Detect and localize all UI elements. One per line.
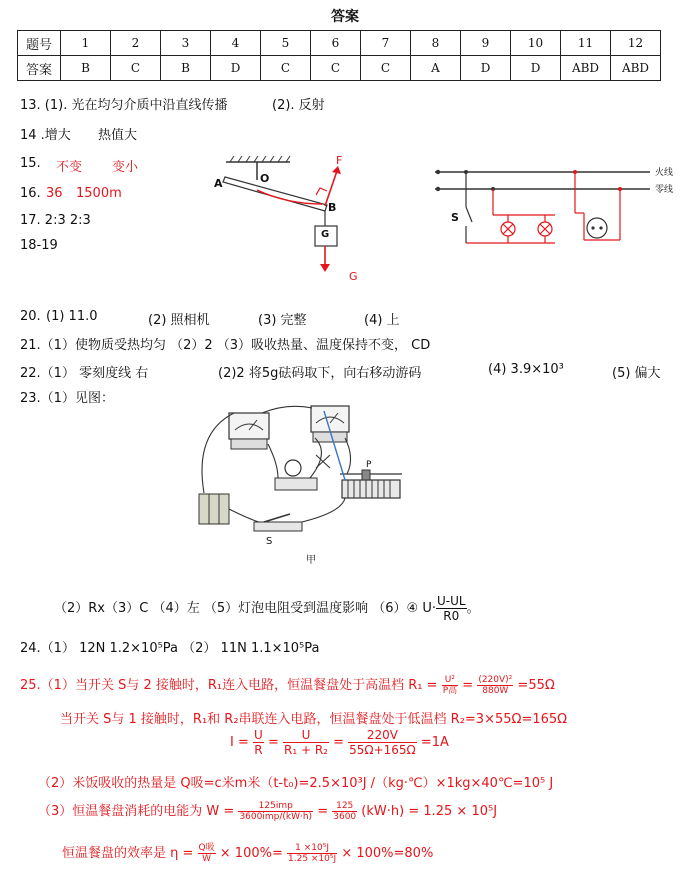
label-b: B — [328, 201, 337, 214]
q22-part4: (4) 3.9×10³ — [488, 362, 564, 377]
fraction — [348, 728, 417, 757]
label-f: F — [336, 154, 343, 167]
fraction — [477, 675, 513, 696]
switch-label: S — [451, 211, 459, 224]
q23-fraction — [436, 594, 467, 623]
r1-label: R₁ = — [408, 678, 438, 693]
q20-part4: (4) 上 — [364, 313, 400, 328]
answer-cell: D — [511, 56, 561, 81]
multiply: × 100%= — [219, 846, 283, 861]
q25-line3 — [230, 728, 449, 757]
q16-answer-a: 36 — [46, 186, 63, 201]
question-number: 4 — [211, 31, 261, 56]
answer-cell: D — [211, 56, 261, 81]
page-title: 答案 — [331, 9, 359, 25]
question-number: 1 — [61, 31, 111, 56]
question-number: 9 — [461, 31, 511, 56]
current-label: I = — [230, 735, 249, 750]
label-g-box: G — [321, 229, 330, 240]
q23-text: （2）Rx（3）C （4）左 （5）灯泡电阻受到温度影响 （6）④ U· — [54, 601, 436, 616]
numerator: U² — [442, 675, 458, 686]
fraction — [238, 801, 313, 822]
q20-number: 20. — [20, 309, 41, 324]
q23-continued — [54, 594, 480, 623]
q21-answer: 21.（1）使物质受热均匀 （2）2 （3）吸收热量、温度保持不变， CD — [20, 338, 431, 353]
denominator: 3600imp/(kW·h) — [239, 812, 313, 822]
q20-part1: (1) 11.0 — [46, 309, 98, 324]
answer-cell: D — [461, 56, 511, 81]
row-header: 答案 — [18, 56, 61, 81]
q25-line1-text: 25.（1）当开关 S与 2 接触时，R₁连入电路，恒温餐盘处于高温档 — [20, 678, 405, 693]
numerator: Q吸 — [198, 843, 215, 853]
figure-caption: 甲 — [306, 555, 316, 566]
fraction — [442, 675, 458, 696]
answer-cell: B — [61, 56, 111, 81]
denominator: 880W — [482, 686, 509, 696]
q25-line4: （2）米饭吸收的热量是 Q吸=c米m米（t-t₀)=2.5×10³J /（kg·℃）×1kg×40℃=10⁵ J — [38, 776, 554, 791]
q24-answer: 24.（1） 12N 1.2×10⁵Pa （2） 11N 1.1×10⁵Pa — [20, 641, 320, 656]
q13-part2: (2). 反射 — [272, 98, 325, 113]
row-header: 题号 — [18, 31, 61, 56]
question-number: 11 — [561, 31, 611, 56]
equals: = — [267, 735, 279, 750]
rheostat-label: P — [366, 460, 372, 470]
q15-answer-b: 变小 — [112, 160, 139, 175]
denominator: R — [254, 743, 263, 757]
q17-answer: 17. 2:3 2:3 — [20, 213, 91, 228]
answer-cell: A — [411, 56, 461, 81]
q15-number: 15. — [20, 156, 41, 171]
q16-number: 16. — [20, 186, 41, 201]
numerator: 220V — [348, 728, 417, 743]
q13-answer: 13. (1). 光在均匀介质中沿直线传播 — [20, 98, 228, 113]
question-number: 3 — [161, 31, 211, 56]
answer-cell: C — [311, 56, 361, 81]
ammeter — [229, 413, 269, 449]
question-number: 7 — [361, 31, 411, 56]
denominator: 1.25 ×10⁵J — [288, 854, 337, 864]
result: =1A — [420, 735, 449, 750]
fraction-denominator: R0 — [443, 609, 460, 623]
denominator: P高 — [442, 686, 458, 696]
fraction — [253, 728, 264, 757]
switch-s — [254, 514, 302, 531]
label-o: O — [260, 172, 270, 185]
numerator: 125 — [332, 801, 357, 812]
question-number: 8 — [411, 31, 461, 56]
q22-part5: (5) 偏大 — [612, 366, 661, 381]
question-number: 10 — [511, 31, 561, 56]
fraction — [287, 843, 337, 864]
fraction-numerator: U-UL — [437, 594, 466, 608]
numerator: U — [283, 728, 329, 743]
q14-part2: 热值大 — [98, 128, 138, 143]
voltmeter — [311, 406, 349, 442]
numerator: (220V)² — [478, 675, 513, 685]
answer-cell: ABD — [611, 56, 661, 81]
equals: = — [333, 735, 345, 750]
result: × 100%=80% — [341, 846, 434, 861]
question-number: 12 — [611, 31, 661, 56]
label-g: G — [349, 270, 358, 283]
label-a: A — [214, 177, 223, 190]
question-number: 6 — [311, 31, 361, 56]
fraction — [332, 801, 357, 822]
light-bulb — [275, 460, 317, 490]
q20-part2: (2) 照相机 — [148, 313, 210, 328]
switch-s-label: S — [266, 536, 273, 547]
battery — [199, 494, 229, 524]
fraction — [283, 728, 329, 757]
q16-answer-b: 1500m — [76, 186, 122, 201]
live-wire-label: 火线 — [655, 168, 674, 178]
answer-cell: B — [161, 56, 211, 81]
q22-answer: 22.（1） 零刻度线 右 — [20, 366, 149, 381]
question-number: 5 — [261, 31, 311, 56]
equals: = — [317, 804, 329, 819]
denominator: W — [202, 854, 212, 864]
q14-answer: 14 .增大 — [20, 128, 71, 143]
equals: = — [462, 678, 474, 693]
q25-line1 — [20, 674, 555, 696]
q25-line2: 当开关 S与 1 接触时，R₁和 R₂串联连入电路，恒温餐盘处于低温档 R₂=3×55Ω=165Ω — [60, 712, 568, 727]
q22-part2: (2)2 将5g砝码取下，向右移动游码 — [218, 366, 422, 381]
question-number: 2 — [111, 31, 161, 56]
numerator: U — [254, 728, 263, 742]
q25-line5 — [38, 800, 497, 822]
rheostat — [340, 470, 402, 498]
result: =55Ω — [517, 678, 555, 693]
numerator: 125imp — [238, 801, 313, 812]
answer-cell: C — [111, 56, 161, 81]
numerator: 1 ×10⁵J — [287, 843, 337, 854]
denominator: 55Ω+165Ω — [349, 743, 416, 757]
q20-part3: (3) 完整 — [258, 313, 307, 328]
answer-cell: C — [361, 56, 411, 81]
q23-answer: 23.（1）见图： — [20, 391, 114, 406]
q25-line6 — [62, 842, 433, 864]
q18-19-label: 18-19 — [20, 238, 58, 253]
result: (kW·h) = 1.25 × 10⁵J — [361, 804, 498, 819]
denominator: R₁ + R₂ — [283, 743, 328, 757]
answer-cell: C — [261, 56, 311, 81]
neutral-wire-label: 零线 — [655, 185, 674, 195]
q15-answer-a: 不变 — [56, 160, 83, 175]
q23-end: 。 — [466, 601, 480, 616]
energy-label: （3）恒温餐盘消耗的电能为 W = — [38, 804, 235, 819]
denominator: 3600 — [333, 812, 357, 822]
fraction — [198, 843, 216, 864]
efficiency-label: 恒温餐盘的效率是 η = — [62, 846, 194, 861]
answer-cell: ABD — [561, 56, 611, 81]
